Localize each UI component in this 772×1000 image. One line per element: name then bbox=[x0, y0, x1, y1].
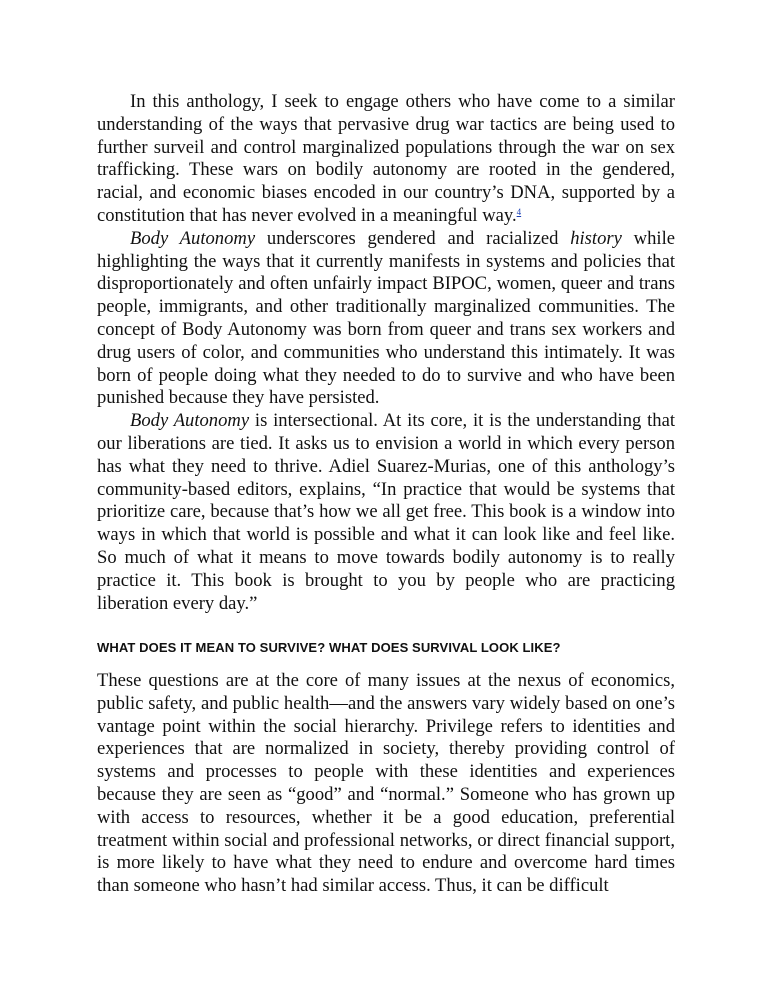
book-title-italic: Body Autonomy bbox=[130, 410, 250, 432]
history-italic: history bbox=[570, 227, 622, 249]
paragraph-intersectional: Body Autonomy is intersectional. At its core, it is the understanding that our liberations are tied. It asks us to envision a world in which every person has what they need to thrive. Adiel Suarez-Murias, one of this anthology’s community-based editors, explains, “In practice that would be systems that prioritize care, because that’s how we all get free. This book is a window into ways in which that world is possible and what it can look like and feel like. So much of what it means to move towards bodily autonomy is to really practice it. This book is brought to you by people who are practicing liberation every day.” bbox=[97, 410, 675, 614]
footnote-marker bbox=[517, 207, 522, 217]
section-heading: WHAT DOES IT MEAN TO SURVIVE? WHAT DOES SURVIVAL LOOK LIKE? bbox=[97, 640, 561, 655]
paragraph-survival-questions: These questions are at the core of many issues at the nexus of economics, public safety, and public health—and the answers vary widely based on one’s vantage point within the social hierarchy. Privilege refers to identities and experiences that are normalized in society, thereby providing control of systems and processes to people with these identities and experiences because they are seen as “good” and “normal.” Someone who has grown up with access to resources, whether it be a good education, preferential treatment within social and professional networks, or direct financial support, is more likely to have what they need to endure and overcome hard times than someone who hasn’t had similar access. Thus, it can be difficult bbox=[97, 670, 675, 897]
book-title-italic: Body Autonomy bbox=[130, 227, 256, 249]
intro-text-block bbox=[97, 91, 675, 615]
survival-text-block bbox=[97, 670, 675, 898]
paragraph-anthology-intro: In this anthology, I seek to engage others who have come to a similar understanding of the ways that pervasive drug war tactics are being used to further surveil and control marginalized populations through the war on sex trafficking. These wars on bodily autonomy are rooted in the gendered, racial, and economic biases encoded in our country’s DNA, supported by a constitution that has never evolved in a meaningful way.$^4$ bbox=[97, 91, 675, 226]
footnote-link[interactable]: 4 bbox=[516, 206, 522, 217]
paragraph-body-autonomy-history: Body Autonomy underscores gendered and racialized history while highlighting the ways that it currently manifests in systems and policies that disproportionately and often unfairly impact BIPOC, women, queer and trans people, immigrants, and other traditionally marginalized communities. The concept of Body Autonomy was born from queer and trans sex workers and drug users of color, and communities who understand this intimately. It was born of people doing what they needed to do to survive and who have been punished because they have persisted. bbox=[97, 227, 675, 409]
